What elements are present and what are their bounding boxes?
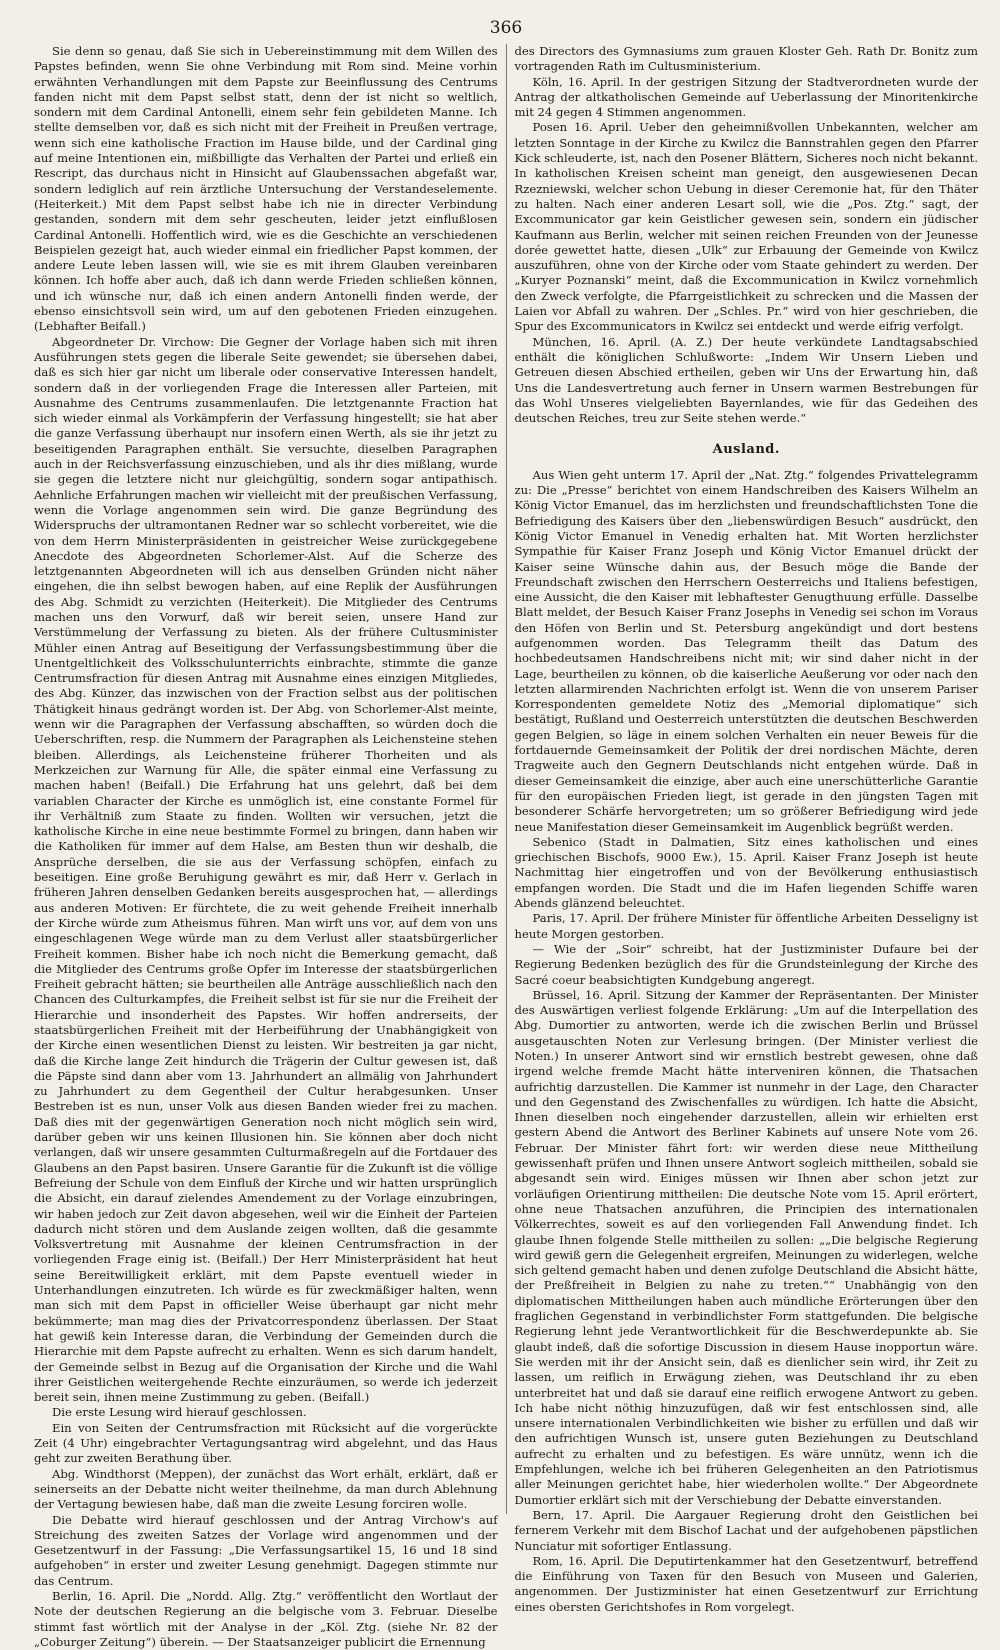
page-number: 366 <box>489 18 523 38</box>
right-column <box>514 44 979 1614</box>
paragraph-right-7: Paris, 17. April. Der frühere Minister für öffentliche Arbeiten Desseligny ist heute Morgen gestorben. <box>514 911 979 941</box>
paragraph-left-5: Abg. Windthorst (Meppen), der zunächst das Wort erhält, erklärt, daß er seinerseits an der Debatte nicht weiter theilnehme, da man durch Ablehnung der Vertagung bewiesen habe, daß man die zweite Lesung forciren wolle. <box>34 1466 498 1512</box>
paragraph-right-2: Köln, 16. April. In der gestrigen Sitzung der Stadtverordneten wurde der Antrag der altkatholischen Gemeinde auf Ueberlassung der Minoritenkirche mit 24 gegen 4 Stimmen angenommen. <box>514 74 979 120</box>
paragraph-right-11: Rom, 16. April. Die Deputirtenkammer hat den Gesetzentwurf, betreffend die Einführung von Taxen für den Besuch von Museen und Galerien, angenommen. Der Justizminister hat einen Gesetzentwurf zur Errichtung eines obersten Gerichtshofes in Rom vorgelegt. <box>514 1553 979 1614</box>
paragraph-left-4: Ein von Seiten der Centrumsfraction mit Rücksicht auf die vorgerückte Zeit (4 Uhr) eingebrachter Vertagungsantrag wird abgelehnt, und das Haus geht zur zweiten Berathung über. <box>34 1420 498 1466</box>
paragraph-right-3: Posen 16. April. Ueber den geheimnißvollen Unbekannten, welcher am letzten Sonntage in der Kirche zu Kwilcz die Bannstrahlen gegen den Pfarrer Kick schleuderte, ist, nach den Posener Blättern, Sicheres noch nicht bekannt. In katholischen Kreisen scheint man geneigt, den ausgewiesenen Decan Rzezniewski, welcher schon Uebung in dieser Ceremonie hat, für den Thäter zu halten. Nach einer anderen Lesart soll, wie die „Pos. Ztg.“ sagt, der Excommunicator gar kein Geistlicher gewesen sein, sondern ein jüdischer Kaufmann aus Berlin, welcher mit seinen reichen Freunden von der Jeunesse dorée gewettet hatte, diesen „Ulk“ zur Erbauung der Gemeinde von Kwilcz auszuführen, ohne von der Kirche oder vom Staate gehindert zu werden. Der „Kuryer Poznanski“ meint, daß die Excommunication in Kwilcz vornehmlich den Zweck verfolgte, die Pfarrgeistlichkeit zu schrecken und die Massen der Laien vor Abfall zu wahren. Der „Schles. Pr.“ wird von hier geschrieben, die Spur des Excommunicators in Kwilcz sei entdeckt und werde eifrig verfolgt. <box>514 120 979 334</box>
paragraph-right-5: Aus Wien geht unterm 17. April der „Nat. Ztg.“ folgendes Privattelegramm zu: Die „Presse“ berichtet von einem Handschreiben des Kaisers Wilhelm an König Victor Emanuel, das im herzlichsten und freundschaftlichsten Tone die Befriedigung des Kaisers über den „liebenswürdigen Besuch“ ausdrückt, den König Victor Emanuel in Venedig erhalten hat. Mit Worten herzlichster Sympathie für Kaiser Franz Joseph und König Victor Emanuel drückt der Kaiser seine Wünsche dahin aus, der Besuch möge die Bande der Freundschaft zwischen den Herrschern Oesterreichs und Italiens befestigen, eine Aussicht, die den Kaiser mit lebhaftester Genugthuung erfülle. Dasselbe Blatt meldet, der Besuch Kaiser Franz Josephs in Venedig sei schon im Voraus den Höfen von Berlin und St. Petersburg angekündigt und dort bestens aufgenommen worden. Das Telegramm theilt das Datum des hochbedeutsamen Handschreibens nicht mit; wir sind daher nicht in der Lage, beurtheilen zu können, ob die kaiserliche Aeußerung vor oder nach den letzten allarmirenden Nachrichten erfolgt ist. Wenn die von unserem Pariser Korrespondenten gemeldete Notiz des „Memorial diplomatique“ sich bestätigt, Rußland und Oesterreich unterstützten die deutschen Beschwerden gegen Belgien, so läge in einem solchen Verhalten ein neuer Beweis für die fortdauernde Gemeinsamkeit der Politik der drei nordischen Mächte, deren Tragweite auch den Gegnern Deutschlands nicht entgehen würde. Daß in dieser Gemeinsamkeit die einzige, aber auch eine unerschütterliche Garantie für den europäischen Frieden liegt, ist gerade in den jüngsten Tagen mit besonderer Schärfe hervorgetreten; um so größerer Befriedigung wird jede neue Manifestation dieser Gemeinsamkeit im Augenblick begrüßt werden. <box>514 467 979 834</box>
paragraph-right-1: des Directors des Gymnasiums zum grauen Kloster Geh. Rath Dr. Bonitz zum vortragenden Rath im Cultusministerium. <box>514 44 979 74</box>
columns <box>34 44 979 1649</box>
column-divider <box>506 44 507 1514</box>
paragraph-left-1: Sie denn so genau, daß Sie sich in Uebereinstimmung mit dem Willen des Papstes befinden, wenn Sie ohne Verbindung mit Rom sind. Meine vorhin erwähnten Verhandlungen mit dem Papste zur Beeinflussung des Centrums fanden nicht mit dem Papst selbst statt, denn der ist nicht so weltlich, sondern mit dem Cardinal Antonelli, einem sehr fein gebildeten Manne. Ich stellte demselben vor, daß es sich nicht mit der Freiheit in Preußen vertrage, wenn sich eine katholische Fraction im Hause bilde, und der Cardinal ging auf meine Intentionen ein, mißbilligte das Verhalten der Partei und erließ ein Rescript, das durchaus nicht in Hinsicht auf Glaubenssachen abgefaßt war, sondern lediglich auf rein ärztliche Untersuchung der Verstandeselemente. (Heiterkeit.) Mit dem Papst selbst habe ich nie in directer Verbindung gestanden, sondern mit dem sehr gescheuten, leider jetzt einflußlosen Cardinal Antonelli. Hoffentlich wird, wie es die Geschichte an verschiedenen Beispielen gezeigt hat, auch wieder einmal ein friedlicher Papst kommen, der andere Leute leben lassen will, wie sie es mit ihrem Glauben vereinbaren können. Ich hoffe aber auch, daß ich dann werde Frieden schließen können, und ich wünsche nur, daß ich einen andern Antonelli finden werde, der ebenso einsichtsvoll sein wird, um auf den gebotenen Frieden einzugehen. (Lebhafter Beifall.) <box>34 44 498 334</box>
section-heading-ausland: Ausland. <box>712 442 780 458</box>
paragraph-left-2: Abgeordneter Dr. Virchow: Die Gegner der Vorlage haben sich mit ihren Ausführungen stets gegen die liberale Seite gewendet; sie übersehen dabei, daß es sich hier gar nicht um liberale oder conservative Interessen handelt, sondern daß in der vorliegenden Frage die Interessen aller Parteien, mit Ausnahme des Centrums zusammenlaufen. Die letztgenannte Fraction hat sich wieder einmal als Vorkämpferin der Verfassung hingestellt; sie hat aber die ganze Verfassung überhaupt nur insofern einen Werth, als sie ihr jetzt zu beseitigenden Paragraphen enthält. Sie versuchte, dieselben Paragraphen auch in der Reichsverfassung einzuschieben, und als ihr dies mißlang, wurde sie gegen die letztere nicht nur gleichgültig, sondern sogar antipathisch. Aehnliche Erfahrungen machen wir vielleicht mit der preußischen Verfassung, wenn die Vorlage angenommen sein wird. Die ganze Begründung des Widerspruchs der ultramontanen Redner war so schlecht vorbereitet, wie die von dem Herrn Ministerpräsidenten in geistreicher Weise zurückgegebene Anecdote des Abgeordneten Schorlemer-Alst. Auf die Scherze des letztgenannten Abgeordneten will ich aus denselben Gründen nicht näher eingehen, die ihn selbst bewogen haben, auf eine Replik der Ausführungen des Abg. Schmidt zu verzichten (Heiterkeit). Die Mitglieder des Centrums machen uns den Vorwurf, daß wir bereit seien, unsere Hand zur Verstümmelung der Verfassung zu bieten. Als der frühere Cultusminister Mühler einen Antrag auf Beseitigung der Verfassungsbestimmung über die Unentgeltlichkeit des Volksschulunterrichts einbrachte, stimmte die ganze Centrumsfraction für diesen Antrag mit Ausnahme eines einzigen Mitgliedes, des Abg. Künzer, das inzwischen von der Fraction selbst aus der politischen Thätigkeit hinaus gedrängt worden ist. Der Abg. von Schorlemer-Alst meinte, wenn wir die Paragraphen der Verfassung abschafften, so würden doch die Ueberschriften, resp. die Nummern der Paragraphen als Leichensteine stehen bleiben. Allerdings, als Leichensteine früherer Thorheiten und als Merkzeichen zur Warnung für Alle, die später einmal eine Verfassung zu machen haben! (Beifall.) Die Erfahrung hat uns gelehrt, daß bei dem variablen Character der Kirche es unmöglich ist, eine constante Formel für ihr Verhältniß zum Staate zu finden. Wollten wir versuchen, jetzt die katholische Kirche in eine neue bestimmte Formel zu bringen, dann haben wir die Katholiken für immer auf dem Halse, am Besten thun wir deshalb, die Ansprüche derselben, die sie aus der Verfassung schöpfen, einfach zu beseitigen. Eine große Beruhigung gewährt es mir, daß Herr v. Gerlach in früheren Jahren denselben Gedanken bereits ausgesprochen hat, — allerdings aus anderen Motiven: Er fürchtete, die zu weit gehende Freiheit innerhalb der Kirche würde zum Atheismus führen. Man wirft uns vor, auf dem von uns eingeschlagenen Wege würde man zu dem Verlust aller staatsbürgerlicher Freiheit kommen. Bisher habe ich noch nicht die Bemerkung gemacht, daß die Mitglieder des Centrums große Opfer im Interesse der staatsbürgerlichen Freiheit gebracht hätten; sie beurtheilen alle Anträge ausschließlich nach den Chancen des Culturkampfes, die Freiheit selbst ist für sie nur die Freiheit der Hierarchie und insonderheit des Papstes. Wir hoffen andrerseits, der staatsbürgerlichen Freiheit mit der Herbeiführung der Unabhängigkeit von der Kirche einen wesentlichen Dienst zu leisten. Wir bestreiten ja gar nicht, daß die Kirche lange Zeit hindurch die Trägerin der Cultur gewesen ist, daß die Päpste sind dann aber vom 13. Jahrhundert an allmälig von Jahrhundert zu Jahrhundert zu dem Gegentheil der Cultur herabgesunken. Unser Bestreben ist es nun, unser Volk aus diesen Banden wieder frei zu machen. Daß dies mit der gegenwärtigen Generation noch nicht möglich sein wird, darüber geben wir uns keinen Illusionen hin. Sie können aber doch nicht verlangen, daß wir unsere gesammten Culturmaßregeln auf die Fortdauer des Glaubens an den Papst basiren. Unsere Garantie für die Zukunft ist die völlige Befreiung der Schule von dem Einfluß der Kirche und wir hatten ursprünglich die Absicht, ein darauf zielendes Amendement zu der Vorlage einzubringen, wir haben jedoch zur Zeit davon abgesehen, weil wir die Einheit der Parteien dadurch nicht stören und dem Auslande zeigen wollten, daß die gesammte Volksvertretung mit Ausnahme der kleinen Centrumsfraction in der vorliegenden Frage einig ist. (Beifall.) Der Herr Ministerpräsident hat heut seine Bereitwilligkeit erklärt, mit dem Papste eventuell wieder in Unterhandlungen einzutreten. Ich würde es für zweckmäßiger halten, wenn man sich mit dem Papst in officieller Weise überhaupt gar nicht mehr bekümmerte; man mag dies der Privatcorrespondenz überlassen. Der Staat hat gewiß kein Interesse daran, die Verbindung der Gemeinden durch die Hierarchie mit dem Papste aufrecht zu erhalten. Wenn es sich darum handelt, der Gemeinde selbst in Bezug auf die Organisation der Kirche und die Wahl ihrer Geistlichen weitergehende Rechte einzuräumen, so werde ich jederzeit bereit sein, ihnen meine Zustimmung zu geben. (Beifall.) <box>34 334 498 1405</box>
paragraph-right-4: München, 16. April. (A. Z.) Der heute verkündete Landtagsabschied enthält die königlichen Schlußworte: „Indem Wir Unsern Lieben und Getreuen diesen Abschied ertheilen, geben wir Uns der Erwartung hin, daß Uns die Landesvertretung auch ferner in Unsern warmen Bestrebungen für das Wohl Unseres vielgeliebten Bayernlandes, wie für das Gedeihen des deutschen Reiches, treu zur Seite stehen werde.“ <box>514 334 979 426</box>
paragraph-left-6: Die Debatte wird hierauf geschlossen und der Antrag Virchow's auf Streichung des zweiten Satzes der Vorlage wird angenommen und der Gesetzentwurf in der Fassung: „Die Verfassungsartikel 15, 16 und 18 sind aufgehoben“ in erster und zweiter Lesung genehmigt. Dagegen stimmte nur das Centrum. <box>34 1512 498 1588</box>
paragraph-right-8: — Wie der „Soir“ schreibt, hat der Justizminister Dufaure bei der Regierung Bedenken bezüglich des für die Grundsteinlegung der Kirche des Sacré coeur beabsichtigten Kundgebung angeregt. <box>514 941 979 987</box>
paragraph-right-10: Bern, 17. April. Die Aargauer Regierung droht den Geistlichen bei fernerem Verkehr mit dem Bischof Lachat und der aufgehobenen päpstlichen Nunciatur mit sofortiger Entlassung. <box>514 1507 979 1553</box>
paragraph-left-3: Die erste Lesung wird hierauf geschlossen. <box>52 1405 307 1420</box>
paragraph-left-7: Berlin, 16. April. Die „Nordd. Allg. Ztg.“ veröffentlicht den Wortlaut der Note der deutschen Regierung an die belgische vom 3. Februar. Dieselbe stimmt fast wörtlich mit der Analyse in der „Köl. Ztg. (siehe Nr. 82 der „Coburger Zeitung“) überein. — Der Staatsanzeiger publicirt die Ernennung <box>34 1588 498 1649</box>
paragraph-right-9: Brüssel, 16. April. Sitzung der Kammer der Repräsentanten. Der Minister des Auswärtigen verliest folgende Erklärung: „Um auf die Interpellation des Abg. Dumortier zu antworten, werde ich die zwischen Berlin und Brüssel ausgetauschten Noten zur Verlesung bringen. (Der Minister verliest die Noten.) In unserer Antwort sind wir ernstlich bestrebt gewesen, ohne daß irgend welche fremde Macht hätte interveniren können, die Thatsachen aufrichtig darzustellen. Die Kammer ist nunmehr in der Lage, den Character und den Gegenstand des Zwischenfalles zu würdigen. Ich hatte die Absicht, Ihnen dieselben noch eingehender darzustellen, allein wir erhielten erst gestern Abend die Antwort des Berliner Kabinets auf unsere Note vom 26. Februar. Der Minister fährt fort: wir werden diese neue Mittheilung gewissenhaft prüfen und Ihnen unsere Antwort sogleich mittheilen, sobald sie abgesandt sein wird. Einiges müssen wir Ihnen aber schon jetzt zur vorläufigen Orientirung mittheilen: Die deutsche Note vom 15. April erörtert, ohne neue Thatsachen anzuführen, die Principien des internationalen Völkerrechtes, soweit es auf den vorliegenden Fall Anwendung findet. Ich glaube Ihnen folgende Stelle mittheilen zu sollen: „„Die belgische Regierung wird gewiß gern die Gelegenheit ergreifen, Meinungen zu widerlegen, welche sich geltend gemacht haben und denen zufolge Deutschland die Absicht hätte, der Preßfreiheit in Belgien zu nahe zu treten.““ Unabhängig von den diplomatischen Mittheilungen haben auch mündliche Erörterungen über den fraglichen Gegenstand in verbindlichster Form stattgefunden. Die belgische Regierung lehnt jede Verantwortlichkeit für die Beschwerdepunkte ab. Sie glaubt indeß, daß die sofortige Discussion in diesem Hause inopportun wäre. Sie werden mit ihr der Ansicht sein, daß es dienlicher sein wird, ihr Zeit zu lassen, um reiflich in Erwägung ziehen, was Deutschland ihr zu eben unterbreitet hat und daß sie darauf eine reiflich erwogene Antwort zu geben. Ich habe nicht nöthig hinzuzufügen, daß wir fest entschlossen sind, alle unsere internationalen Verbindlichkeiten wie bisher zu erfüllen und daß wir den aufrichtigen Wunsch ist, unsere guten Beziehungen zu Deutschland aufrecht zu erhalten und zu befestigen. Es wäre unnütz, wenn ich die Empfehlungen, welche ich bei früheren Gelegenheiten an den Patriotismus aller Meinungen gerichtet habe, hier wiederholen wollte.“ Der Abgeordnete Dumortier erklärt sich mit der Verschiebung der Debatte einverstanden. <box>514 987 979 1507</box>
paragraph-right-6: Sebenico (Stadt in Dalmatien, Sitz eines katholischen und eines griechischen Bischofs, 9000 Ew.), 15. April. Kaiser Franz Joseph ist heute Nachmittag hier eingetroffen und von der Bevölkerung enthusiastisch empfangen worden. Die Stadt und die im Hafen liegenden Schiffe waren Abends glänzend beleuchtet. <box>514 834 979 911</box>
left-column <box>34 44 498 1649</box>
